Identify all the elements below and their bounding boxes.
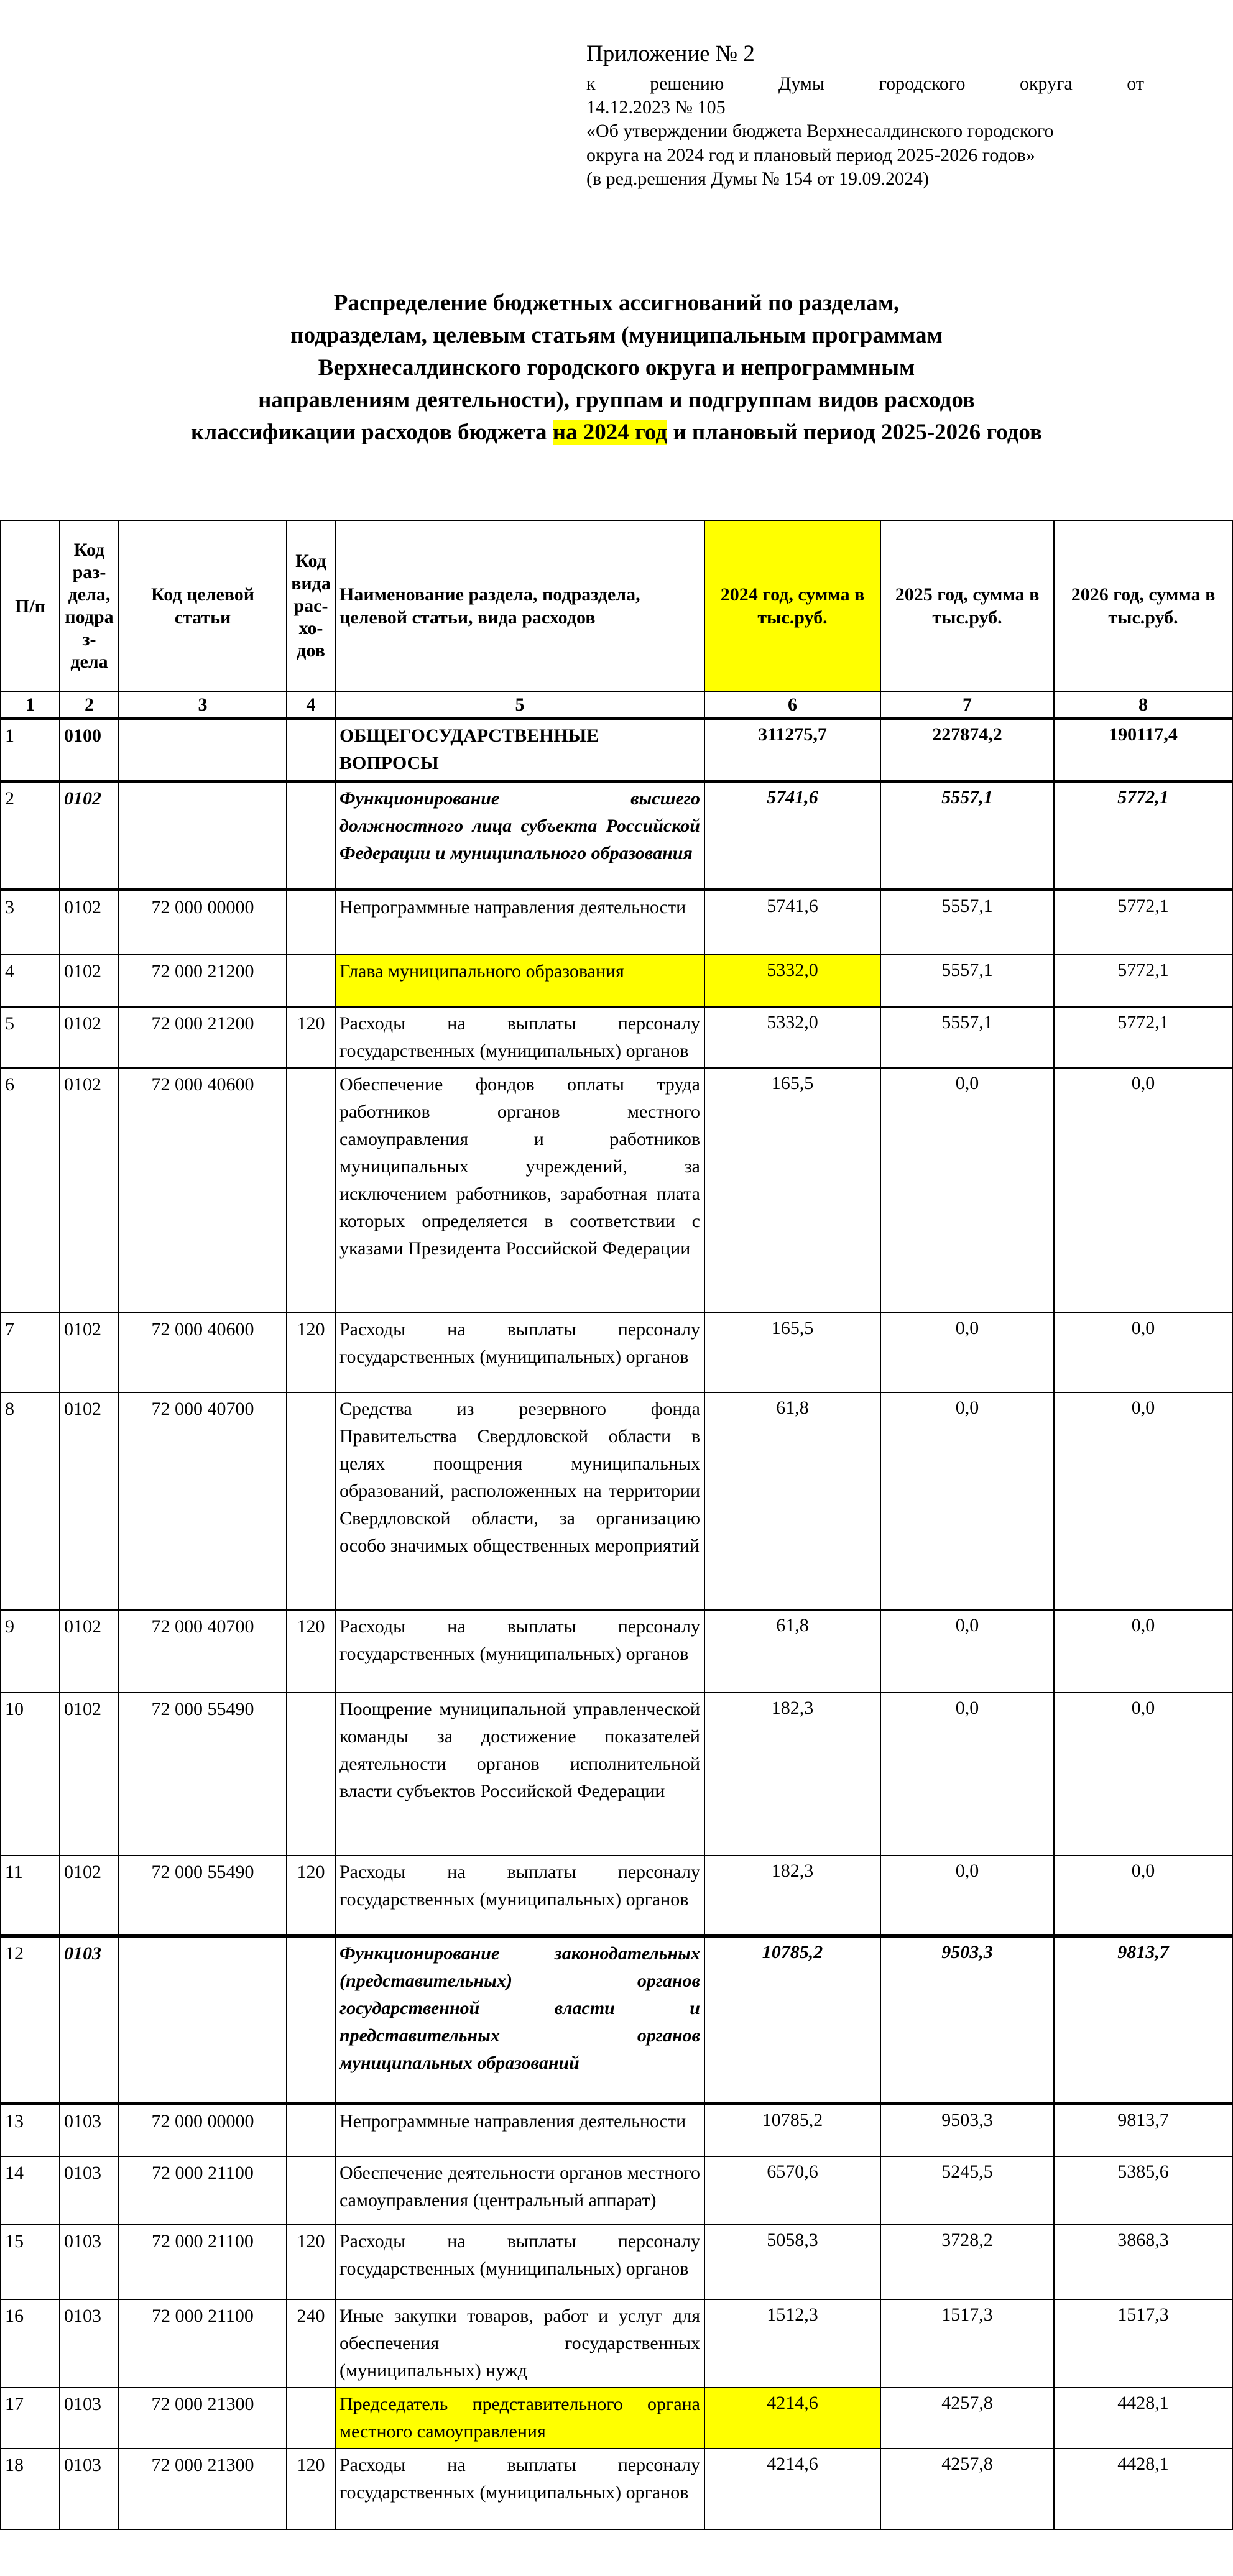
cell-2024: 182,3 [704,1856,880,1936]
cell-kind-code [287,1392,335,1610]
cell-section-code: 0103 [60,2225,119,2299]
cell-pp: 9 [1,1610,60,1693]
cell-target-code: 72 000 40600 [119,1313,287,1392]
cell-kind-code: 120 [287,1313,335,1392]
table-row [1,2299,1232,2388]
table-row [1,1936,1232,2104]
cell-2024: 5332,0 [704,1007,880,1068]
cell-pp: 5 [1,1007,60,1068]
cell-2024: 5332,0 [704,955,880,1007]
cell-section-code: 0103 [60,2388,119,2449]
header-2026: 2026 год, сумма в тыс.руб. [1054,520,1232,692]
cell-name: Расходы на выплаты персоналу государственных (муниципальных) органов [335,1856,704,1936]
cell-section-code: 0103 [60,2299,119,2388]
cell-section-code: 0102 [60,1610,119,1693]
cell-target-code: 72 000 00000 [119,890,287,955]
header-section-code: Код раз-дела, подра з-дела [60,520,119,692]
cell-name: Расходы на выплаты персоналу государственных (муниципальных) органов [335,2225,704,2299]
appendix-line-5: (в ред.решения Думы № 154 от 19.09.2024) [586,168,930,189]
cell-2024: 1512,3 [704,2299,880,2388]
cell-pp: 3 [1,890,60,955]
cell-target-code: 72 000 21100 [119,2299,287,2388]
appendix-block [586,40,1144,191]
cell-target-code: 72 000 40700 [119,1610,287,1693]
header-2025: 2025 год, сумма в тыс.руб. [880,520,1054,692]
cell-target-code: 72 000 21200 [119,1007,287,1068]
cell-2026: 5772,1 [1054,781,1232,890]
cell-pp: 17 [1,2388,60,2449]
header-target-code: Код целевой статьи [119,520,287,692]
cell-target-code: 72 000 55490 [119,1856,287,1936]
cell-name: Функционирование высшего должностного лица субъекта Российской Федерации и муниципального образования [335,781,704,890]
cell-kind-code [287,1693,335,1856]
title-line-4: направлениям деятельности), группам и подгруппам видов расходов [258,387,975,413]
col-number: 2 [60,692,119,719]
col-number: 3 [119,692,287,719]
col-number: 7 [880,692,1054,719]
cell-pp: 10 [1,1693,60,1856]
cell-name: Непрограммные направления деятельности [335,2104,704,2156]
table-row [1,781,1232,890]
cell-section-code: 0103 [60,2156,119,2225]
cell-2024: 165,5 [704,1068,880,1313]
cell-name: Расходы на выплаты персоналу государственных (муниципальных) органов [335,2449,704,2529]
cell-pp: 13 [1,2104,60,2156]
cell-pp: 6 [1,1068,60,1313]
cell-pp: 16 [1,2299,60,2388]
table-row [1,2388,1232,2449]
cell-target-code: 72 000 55490 [119,1693,287,1856]
cell-2025: 0,0 [880,1068,1054,1313]
cell-kind-code [287,781,335,890]
table-row [1,890,1232,955]
cell-2026: 0,0 [1054,1693,1232,1856]
cell-2025: 227874,2 [880,719,1054,781]
cell-2025: 4257,8 [880,2388,1054,2449]
cell-section-code: 0102 [60,1392,119,1610]
cell-2026: 0,0 [1054,1610,1232,1693]
table-row [1,1856,1232,1936]
cell-2026: 5772,1 [1054,1007,1232,1068]
column-number-row [1,692,1232,719]
cell-2025: 5245,5 [880,2156,1054,2225]
cell-target-code: 72 000 40600 [119,1068,287,1313]
table-row [1,2225,1232,2299]
table-row [1,2449,1232,2529]
table-row [1,1392,1232,1610]
cell-kind-code [287,1068,335,1313]
table-row [1,1610,1232,1693]
cell-2026: 1517,3 [1054,2299,1232,2388]
table-body [1,719,1232,2529]
cell-2024: 5741,6 [704,890,880,955]
cell-section-code: 0102 [60,1856,119,1936]
cell-2024: 10785,2 [704,1936,880,2104]
cell-2026: 3868,3 [1054,2225,1232,2299]
cell-pp: 18 [1,2449,60,2529]
cell-name: Поощрение муниципальной управленческой команды за достижение показателей деятельности органов исполнительной власти субъектов Российской Федерации [335,1693,704,1856]
cell-section-code: 0103 [60,2104,119,2156]
cell-2025: 3728,2 [880,2225,1054,2299]
cell-section-code: 0102 [60,1068,119,1313]
table-row [1,2156,1232,2225]
cell-2026: 4428,1 [1054,2388,1232,2449]
cell-name: Обеспечение фондов оплаты труда работников органов местного самоуправления и работников муниципальных учреждений, за исключением работников, заработная плата которых определяется в соответствии с указами Президента Российской Федерации [335,1068,704,1313]
appendix-line-1: к решению Думы городского округа от [586,73,1144,94]
col-number: 8 [1054,692,1232,719]
cell-name: Расходы на выплаты персоналу государственных (муниципальных) органов [335,1313,704,1392]
cell-name: Расходы на выплаты персоналу государственных (муниципальных) органов [335,1007,704,1068]
cell-target-code [119,719,287,781]
cell-2026: 190117,4 [1054,719,1232,781]
cell-kind-code: 120 [287,2225,335,2299]
cell-target-code: 72 000 21100 [119,2156,287,2225]
budget-table [0,520,1233,2530]
title-line-2: подразделам, целевым статьям (муниципальным программам [290,323,943,348]
title-line-5-start: классификации расходов бюджета [191,420,553,445]
cell-2026: 4428,1 [1054,2449,1232,2529]
table-row [1,1068,1232,1313]
cell-2024: 6570,6 [704,2156,880,2225]
cell-2026: 5772,1 [1054,890,1232,955]
appendix-line-4: округа на 2024 год и плановый период 2025-2026 годов» [586,144,1035,165]
cell-2024: 182,3 [704,1693,880,1856]
cell-name: Непрограммные направления деятельности [335,890,704,955]
table-row [1,955,1232,1007]
cell-2025: 5557,1 [880,781,1054,890]
document-title [99,287,1134,449]
cell-2024: 61,8 [704,1610,880,1693]
title-year-highlight: на 2024 год [552,420,668,445]
cell-kind-code: 120 [287,1610,335,1693]
cell-2025: 0,0 [880,1856,1054,1936]
cell-2025: 0,0 [880,1610,1054,1693]
cell-2026: 9813,7 [1054,1936,1232,2104]
col-number: 6 [704,692,880,719]
cell-2025: 5557,1 [880,1007,1054,1068]
table-row [1,1693,1232,1856]
cell-target-code: 72 000 21100 [119,2225,287,2299]
header-name: Наименование раздела, подраздела, целевой статьи, вида расходов [335,520,704,692]
cell-section-code: 0103 [60,2449,119,2529]
cell-pp: 15 [1,2225,60,2299]
cell-kind-code: 120 [287,2449,335,2529]
cell-target-code: 72 000 21300 [119,2449,287,2529]
appendix-line-3: «Об утверждении бюджета Верхнесалдинского городского [586,121,1054,142]
cell-target-code [119,1936,287,2104]
cell-2025: 4257,8 [880,2449,1054,2529]
cell-pp: 8 [1,1392,60,1610]
cell-2025: 0,0 [880,1392,1054,1610]
cell-2024: 5741,6 [704,781,880,890]
appendix-line-2: 14.12.2023 № 105 [586,97,726,118]
appendix-number: Приложение № 2 [586,41,755,67]
cell-section-code: 0102 [60,1313,119,1392]
cell-kind-code [287,890,335,955]
cell-section-code: 0103 [60,1936,119,2104]
col-number: 4 [287,692,335,719]
cell-pp: 1 [1,719,60,781]
cell-kind-code: 120 [287,1007,335,1068]
cell-2026: 0,0 [1054,1068,1232,1313]
cell-2024: 311275,7 [704,719,880,781]
title-line-3: Верхнесалдинского городского округа и непрограммным [318,355,915,380]
cell-2026: 0,0 [1054,1392,1232,1610]
cell-2025: 1517,3 [880,2299,1054,2388]
header-2024: 2024 год, сумма в тыс.руб. [704,520,880,692]
cell-section-code: 0102 [60,955,119,1007]
table-row [1,1313,1232,1392]
header-kind-code: Код вида рас-хо-дов [287,520,335,692]
cell-2024: 4214,6 [704,2388,880,2449]
title-line-5 [99,416,1134,449]
cell-name: Председатель представительного органа местного самоуправления [335,2388,704,2449]
cell-kind-code [287,2156,335,2225]
cell-2025: 9503,3 [880,2104,1054,2156]
cell-section-code: 0102 [60,1007,119,1068]
table-row [1,2104,1232,2156]
cell-2026: 9813,7 [1054,2104,1232,2156]
cell-kind-code [287,2388,335,2449]
table-header-row [1,520,1232,692]
cell-kind-code [287,719,335,781]
cell-section-code: 0102 [60,890,119,955]
cell-pp: 12 [1,1936,60,2104]
cell-pp: 11 [1,1856,60,1936]
cell-2026: 5772,1 [1054,955,1232,1007]
cell-2024: 61,8 [704,1392,880,1610]
cell-target-code: 72 000 21200 [119,955,287,1007]
cell-name: ОБЩЕГОСУДАРСТВЕННЫЕ ВОПРОСЫ [335,719,704,781]
table-row [1,1007,1232,1068]
cell-target-code: 72 000 21300 [119,2388,287,2449]
cell-2026: 5385,6 [1054,2156,1232,2225]
cell-target-code [119,781,287,890]
cell-section-code: 0100 [60,719,119,781]
title-line-1: Распределение бюджетных ассигнований по разделам, [333,290,900,316]
cell-2025: 5557,1 [880,955,1054,1007]
cell-name: Расходы на выплаты персоналу государственных (муниципальных) органов [335,1610,704,1693]
cell-pp: 2 [1,781,60,890]
cell-name: Средства из резервного фонда Правительства Свердловской области в целях поощрения муниципальных образований, расположенных на территории Свердловской области, за организацию особо значимых общественных мероприятий [335,1392,704,1610]
table-row [1,719,1232,781]
cell-name: Глава муниципального образования [335,955,704,1007]
title-line-5-end: и плановый период 2025-2026 годов [667,420,1042,445]
cell-2025: 0,0 [880,1313,1054,1392]
cell-kind-code [287,1936,335,2104]
cell-target-code: 72 000 00000 [119,2104,287,2156]
cell-name: Обеспечение деятельности органов местного самоуправления (центральный аппарат) [335,2156,704,2225]
header-pp: П/п [1,520,60,692]
cell-pp: 7 [1,1313,60,1392]
cell-name: Иные закупки товаров, работ и услуг для обеспечения государственных (муниципальных) нужд [335,2299,704,2388]
cell-2025: 5557,1 [880,890,1054,955]
cell-2024: 5058,3 [704,2225,880,2299]
col-number: 5 [335,692,704,719]
cell-pp: 4 [1,955,60,1007]
cell-target-code: 72 000 40700 [119,1392,287,1610]
cell-kind-code [287,955,335,1007]
cell-name: Функционирование законодательных (представительных) органов государственной власти и представительных органов муниципальных образований [335,1936,704,2104]
cell-2026: 0,0 [1054,1313,1232,1392]
col-number: 1 [1,692,60,719]
cell-2026: 0,0 [1054,1856,1232,1936]
cell-2024: 10785,2 [704,2104,880,2156]
cell-2025: 0,0 [880,1693,1054,1856]
cell-kind-code: 240 [287,2299,335,2388]
cell-section-code: 0102 [60,1693,119,1856]
cell-kind-code: 120 [287,1856,335,1936]
cell-kind-code [287,2104,335,2156]
cell-pp: 14 [1,2156,60,2225]
cell-section-code: 0102 [60,781,119,890]
cell-2024: 165,5 [704,1313,880,1392]
cell-2025: 9503,3 [880,1936,1054,2104]
cell-2024: 4214,6 [704,2449,880,2529]
